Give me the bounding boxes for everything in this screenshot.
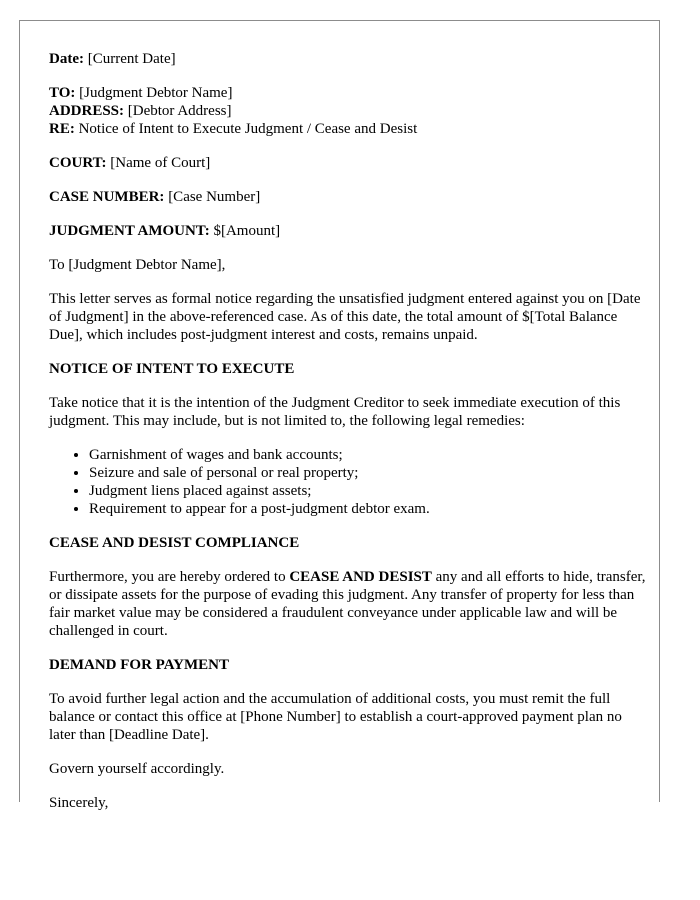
case-number-label: CASE NUMBER: — [49, 189, 165, 205]
to-value: [Judgment Debtor Name] — [79, 85, 233, 101]
list-item: • Seizure and sale of personal or real property; — [89, 464, 649, 482]
remedies-list — [49, 446, 649, 518]
cease-text-start: Furthermore, you are hereby ordered to — [49, 569, 290, 585]
case-number-line — [49, 188, 649, 206]
list-item: • Garnishment of wages and bank accounts; — [89, 446, 649, 464]
cease-heading: CEASE AND DESIST COMPLIANCE — [49, 535, 300, 551]
letter-page — [19, 20, 660, 811]
case-number-value: [Case Number] — [168, 189, 261, 205]
cease-paragraph — [49, 568, 649, 640]
court-label: COURT: — [49, 155, 107, 171]
intro-paragraph: This letter serves as formal notice regarding the unsatisfied judgment entered against you on [Date of Judgment] in the above-referenced case. As of this date, the total amount of $[Total Balance Due], which includes post-judgment interest and costs, remains unpaid. — [49, 291, 641, 343]
judgment-amount-line — [49, 222, 649, 240]
payment-paragraph: To avoid further legal action and the accumulation of additional costs, you must remit the full balance or contact this office at [Phone Number] to establish a court-approved payment plan no later than [Deadline Date]. — [49, 691, 622, 743]
court-value: [Name of Court] — [110, 155, 211, 171]
judgment-amount-label: JUDGMENT AMOUNT: — [49, 223, 210, 239]
cease-emphasis: CEASE AND DESIST — [289, 569, 432, 585]
address-value: [Debtor Address] — [127, 103, 232, 119]
re-label: RE: — [49, 121, 75, 137]
list-item: • Judgment liens placed against assets; — [89, 482, 649, 500]
cease-text-end: any and all efforts to hide, transfer, or dissipate assets for the purpose of evading this judgment. Any transfer of property for less than fair market value may be considered a fraudulent conveyance under applicable law and will be challenged in court. — [49, 569, 646, 639]
date-label: Date: — [49, 51, 84, 67]
payment-heading: DEMAND FOR PAYMENT — [49, 657, 229, 673]
execute-heading: NOTICE OF INTENT TO EXECUTE — [49, 361, 295, 377]
re-line — [49, 120, 649, 138]
execute-paragraph: Take notice that it is the intention of the Judgment Creditor to seek immediate execution of this judgment. This may include, but is not limited to, the following legal remedies: — [49, 395, 621, 429]
list-item: • Requirement to appear for a post-judgment debtor exam. — [89, 500, 649, 518]
re-value: Notice of Intent to Execute Judgment / Cease and Desist — [78, 121, 418, 137]
date-value: [Current Date] — [87, 51, 176, 67]
recipient-block — [49, 84, 649, 138]
date-line — [49, 50, 649, 68]
salutation: To [Judgment Debtor Name], — [49, 257, 226, 273]
signoff: Sincerely, — [49, 795, 109, 811]
address-label: ADDRESS: — [49, 103, 125, 119]
closing-line: Govern yourself accordingly. — [49, 761, 225, 777]
court-line — [49, 154, 649, 172]
to-label: TO: — [49, 85, 76, 101]
address-line — [49, 102, 649, 120]
to-line — [49, 84, 649, 102]
letter-content — [49, 50, 649, 812]
judgment-amount-value: $[Amount] — [213, 223, 281, 239]
